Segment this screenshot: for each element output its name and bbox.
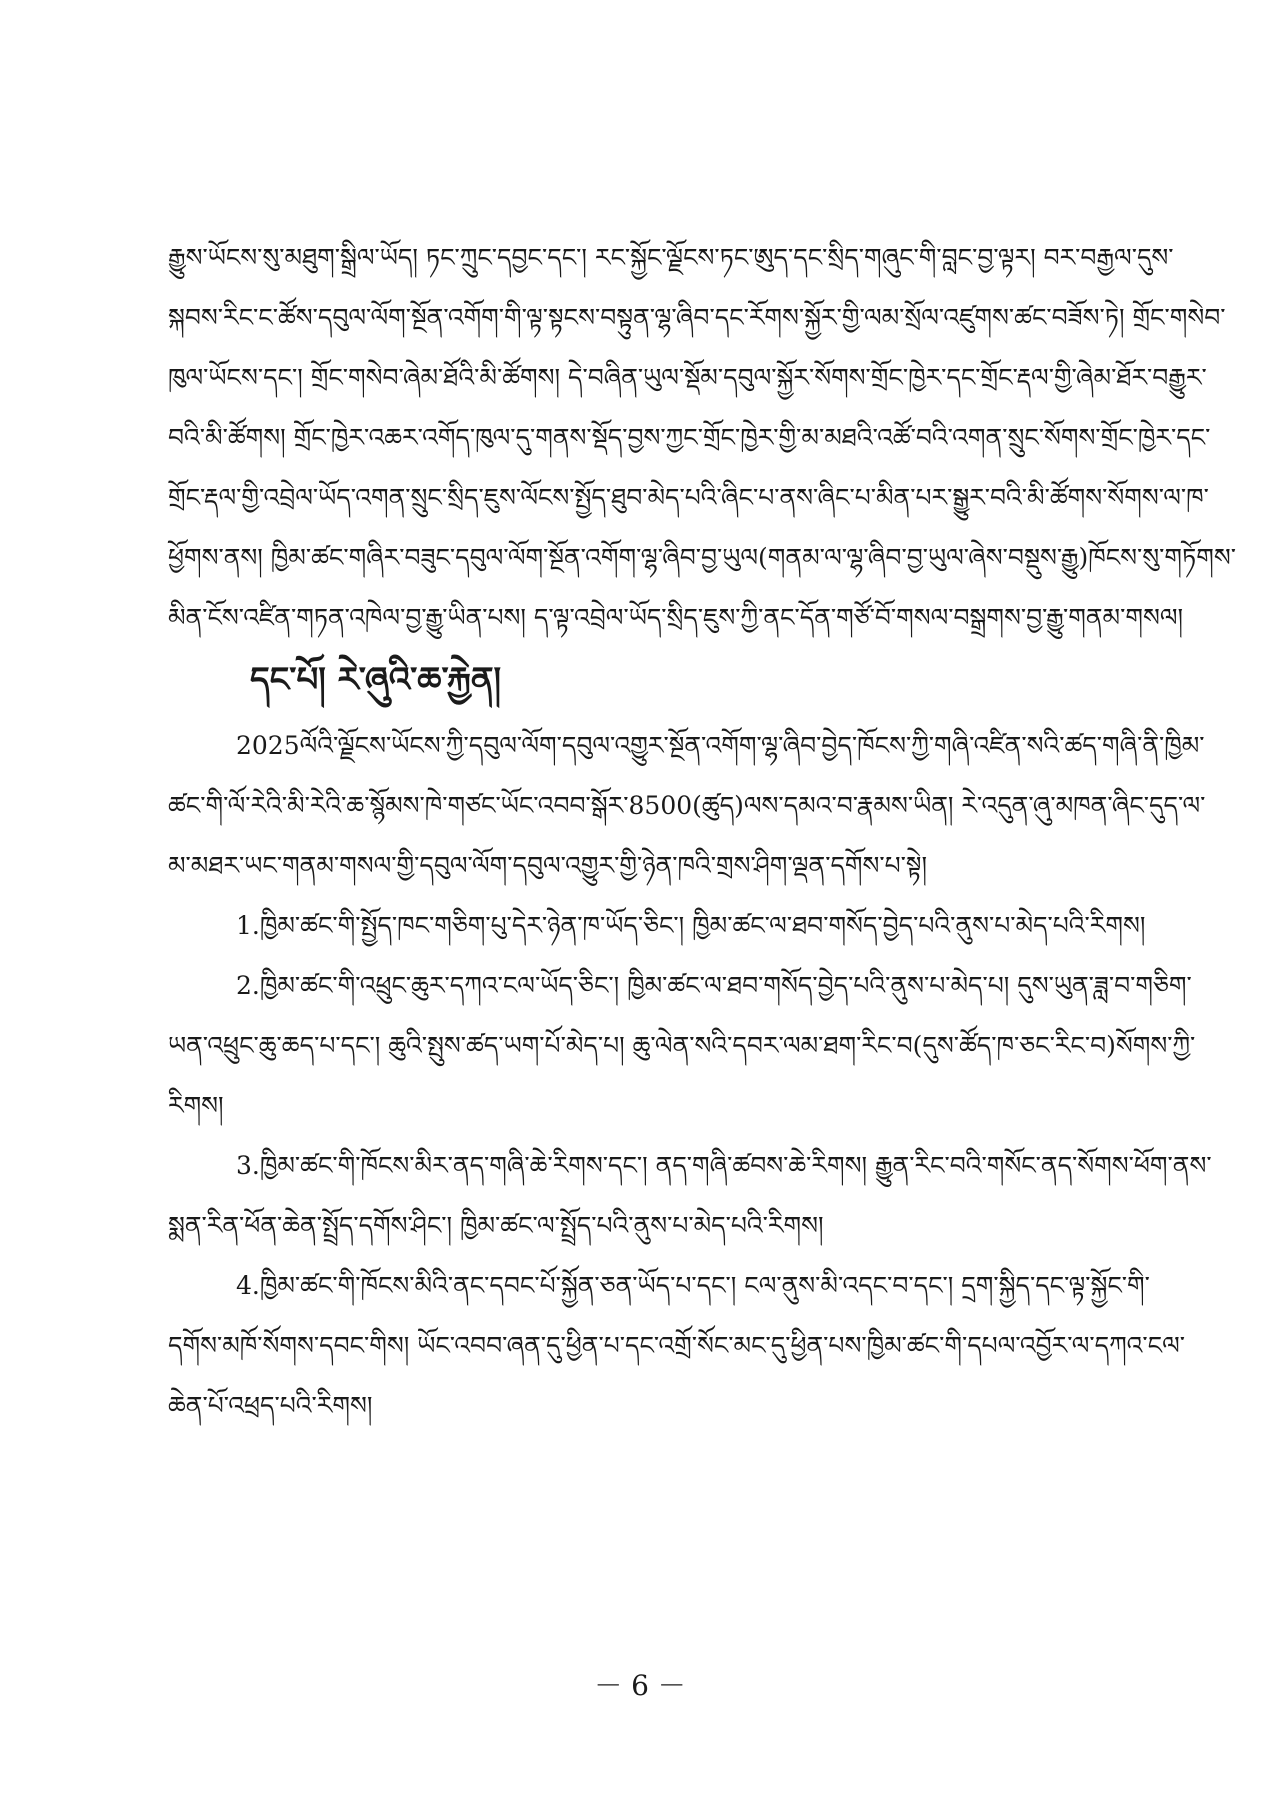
text-line: མ་མཐར་ཡང་གནམ་གསལ་གྱི་དབུལ་ལོག་དབུལ་འགྱུར་གྱི་ཉེན་ཁའི་གྲས་ཤིག་ལྡན་དགོས་པ་སྟེ། xyxy=(168,851,928,880)
text-line: 3.ཁྱིམ་ཚང་གི་ཁོངས་མིར་ནད་གཞི་ཆེ་རིགས་དང་། ནད་གཞི་ཚབས་ཆེ་རིགས། རྒྱུན་རིང་བའི་གསོང་ནད་སོགས་ཕོག་ནས་ xyxy=(236,1151,1212,1180)
text-line: རྒྱུས་ཡོངས་སུ་མཐུག་སྒྲིལ་ཡོད། ཏང་ཀྲུང་དབྱང་དང་། རང་སྐྱོང་ལྗོངས་ཏང་ཨུད་དང་སྲིད་གཞུང་གི་བླང་བྱ་ལྟར། བར་བརྒྱལ་དུས་ xyxy=(168,243,1174,272)
paragraph-continued xyxy=(168,228,1236,648)
text-line: སྨན་རིན་ཕོན་ཆེན་སྤྲོད་དགོས་ཤིང་། ཁྱིམ་ཚང་ལ་སྤྲོད་པའི་ནུས་པ་མེད་པའི་རིགས། xyxy=(168,1211,824,1240)
text-line: 2.ཁྱིམ་ཚང་གི་འཕྲུང་ཆུར་དཀའ་ངལ་ཡོད་ཅིང་། ཁྱིམ་ཚང་ལ་ཐབ་གསོད་བྱེད་པའི་ནུས་པ་མེད་པ། དུས་ཡུན་ཟླ་བ་གཅིག་ xyxy=(236,971,1192,1000)
text-line: 2025ལོའི་ལྗོངས་ཡོངས་ཀྱི་དབུལ་ལོག་དབུལ་འགྱུར་སྔོན་འགོག་ལྷ་ཞིབ་བྱེད་ཁོངས་ཀྱི་གཞི་འཛིན་སའི་ཚད་གཞི་ནི་ཁྱིམ་ xyxy=(236,731,1205,760)
condition-item-3 xyxy=(168,1136,1212,1256)
text-line: རིགས། xyxy=(168,1091,224,1120)
text-line: གྲོང་རྡལ་གྱི་འབྲེལ་ཡོད་འགན་སྲུང་སྲིད་ཇུས་ལོངས་སྤྱོད་ཐུབ་མེད་པའི་ཞིང་པ་ནས་ཞིང་པ་མིན་པར་སྒྱུར་བའི་མི་ཚོགས་སོགས་ལ་ཁ་ xyxy=(168,483,1209,512)
intro-paragraph xyxy=(168,716,1206,896)
condition-item-1 xyxy=(168,896,1146,956)
text-line: ཁུལ་ཡོངས་དང་། གྲོང་གསེབ་ཞེམ་ཐོའི་མི་ཚོགས། དེ་བཞིན་ཡུལ་སྡོམ་དབུལ་སྐྱོར་སོགས་གྲོང་ཁྱེར་དང་གྲོང་རྡལ་གྱི་ཞེམ་ཐོར་བརྒྱུར་ xyxy=(168,363,1207,392)
text-line: ཡན་འཕྲུང་ཆུ་ཆད་པ་དང་། ཆུའི་སྤུས་ཚད་ཡག་པོ་མེད་པ། ཆུ་ལེན་སའི་དབར་ལམ་ཐག་རིང་བ(དུས་ཚོད་ཁ་ཅང་རིང་བ)སོགས་ཀྱི་ xyxy=(168,1031,1196,1060)
document-page xyxy=(168,228,1236,1436)
page-number: － 6 － xyxy=(594,1669,686,1702)
condition-item-2 xyxy=(168,956,1196,1136)
text-line: ཕྱོགས་ནས། ཁྱིམ་ཚང་གཞིར་བཟུང་དབུལ་ལོག་སྔོན་འགོག་ལྷ་ཞིབ་བྱ་ཡུལ(གནམ་ལ་ལྷ་ཞིབ་བྱ་ཡུལ་ཞེས་བསྡུས་རྒྱུ)ཁོངས་སུ་གཏོགས་ xyxy=(168,543,1236,572)
text-line: དགོས་མཁོ་སོགས་དབང་གིས། ཡོང་འབབ་ཞན་དུ་ཕྱིན་པ་དང་འགྲོ་སོང་མང་དུ་ཕྱིན་པས་ཁྱིམ་ཚང་གི་དཔལ་འབྱོར་ལ་དཀའ་ངལ་ xyxy=(168,1331,1186,1360)
text-line: ཚང་གི་ལོ་རེའི་མི་རེའི་ཆ་སྙོམས་ཁེ་གཙང་ཡོང་འབབ་སྒོར་8500(ཚུད)ལས་དམའ་བ་རྣམས་ཡིན། རེ་འདུན་ཞུ་མཁན་ཞིང་དུད་ལ་ xyxy=(168,791,1206,820)
text-line: སྐབས་རིང་ང་ཚོས་དབུལ་ལོག་སྔོན་འགོག་གི་ལྟ་སྟངས་བསྟུན་ལྷ་ཞིབ་དང་རོགས་སྐྱོར་གྱི་ལམ་སྲོལ་འཛུགས་ཚང་བཟོས་ཏེ། གྲོང་གསེབ་ xyxy=(168,303,1226,332)
section-heading: དང་པོ། རེ་ཞུའི་ཆ་རྐྱེན། xyxy=(250,660,502,700)
text-line: ཆེན་པོ་འཕྲད་པའི་རིགས། xyxy=(168,1391,373,1420)
text-line: བའི་མི་ཚོགས། གྲོང་ཁྱེར་འཆར་འགོད་ཁུལ་དུ་གནས་སྡོད་བྱས་ཀྱང་གྲོང་ཁྱེར་གྱི་མ་མཐའི་འཚོ་བའི་འགན་སྲུང་སོགས་གྲོང་ཁྱེར་དང་ xyxy=(168,423,1211,452)
text-line: 4.ཁྱིམ་ཚང་གི་ཁོངས་མིའི་ནང་དབང་པོ་སྐྱོན་ཅན་ཡོད་པ་དང་། ངལ་ནུས་མི་འདང་བ་དང་། དྲག་སྐྱིད་དང་ལྟ་སྐྱོང་གི་ xyxy=(236,1271,1150,1300)
text-line: མིན་ངོས་འཛིན་གཏན་འཁེལ་བྱ་རྒྱུ་ཡིན་པས། ད་ལྟ་འབྲེལ་ཡོད་སྲིད་ཇུས་ཀྱི་ནང་དོན་གཙོ་བོ་གསལ་བསྒྲགས་བྱ་རྒྱུ་གནམ་གསལ། xyxy=(168,603,1184,632)
text-line: 1.ཁྱིམ་ཚང་གི་སྤྱོད་ཁང་གཅིག་པུ་དེར་ཉེན་ཁ་ཡོད་ཅིང་། ཁྱིམ་ཚང་ལ་ཐབ་གསོད་བྱེད་པའི་ནུས་པ་མེད་པའི་རིགས། xyxy=(236,911,1146,940)
condition-item-4 xyxy=(168,1256,1186,1436)
